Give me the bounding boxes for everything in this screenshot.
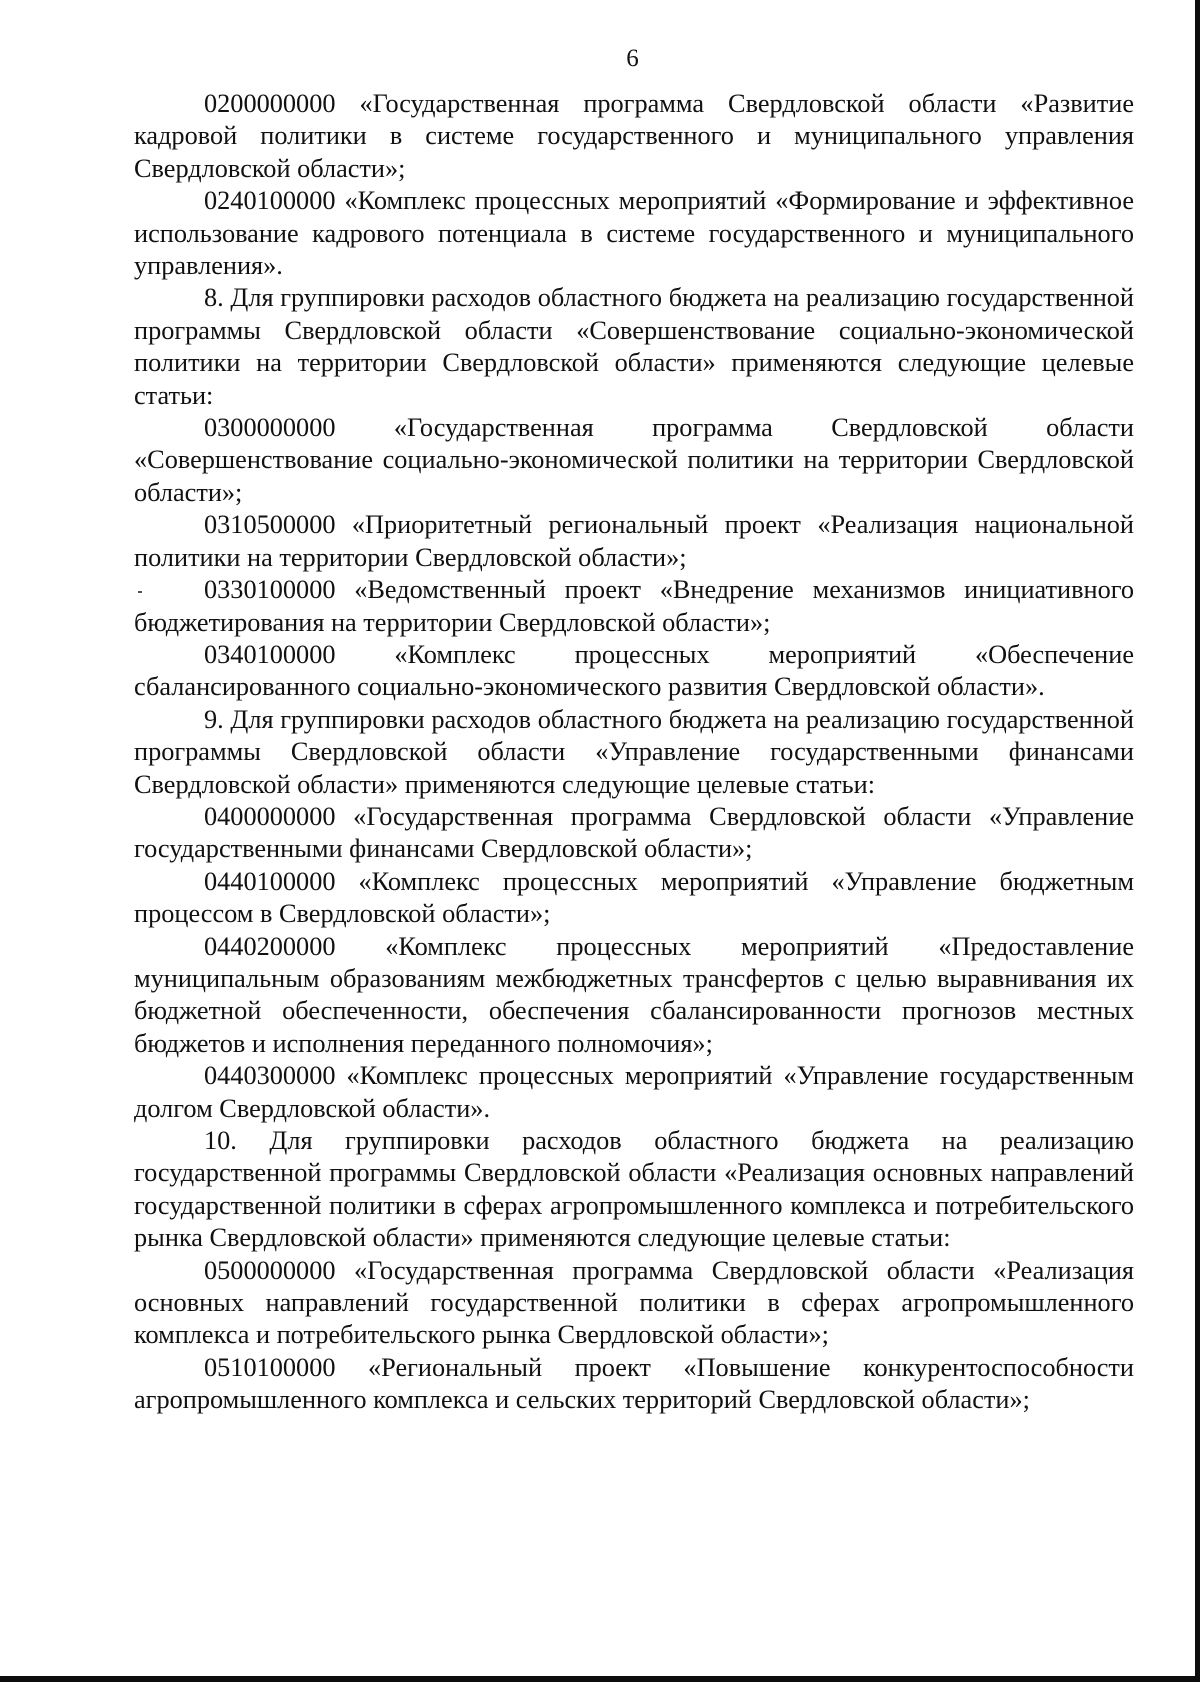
paragraph-code-0440200000: 0440200000 «Комплекс процессных мероприятий «Предоставление муниципальным образованиям межбюджетных трансфертов с целью выравнивания их бюджетной обеспеченности, обеспечения сбалансированности прогнозов местных бюджетов и исполнения переданного полномочия»; bbox=[134, 931, 1134, 1058]
paragraph-code-0500000000: 0500000000 «Государственная программа Свердловской области «Реализация основных направлений государственной политики в сферах агропромышленного комплекса и потребительского рынка Свердловской области»; bbox=[134, 1255, 1134, 1350]
paragraph-item-9: 9. Для группировки расходов областного бюджета на реализацию государственной программы Свердловской области «Управление государственными финансами Свердловской области» применяются следующие целевые статьи: bbox=[134, 704, 1134, 799]
paragraph-code-0330100000: 0330100000 «Ведомственный проект «Внедрение механизмов инициативного бюджетирования на территории Свердловской области»; bbox=[134, 575, 1134, 637]
paragraph-item-10: 10. Для группировки расходов областного бюджета на реализацию государственной программы Свердловской области «Реализация основных направлений государственной политики в сферах агропромышленного комплекса и потребительского рынка Свердловской области» применяются следующие целевые статьи: bbox=[134, 1126, 1134, 1253]
paragraph-code-0240100000: 0240100000 «Комплекс процессных мероприятий «Формирование и эффективное использование кадрового потенциала в системе государственного и муниципального управления». bbox=[134, 186, 1134, 281]
paragraph-code-0400000000: 0400000000 «Государственная программа Свердловской области «Управление государственными финансами Свердловской области»; bbox=[134, 801, 1134, 864]
paragraph-code-0200000000: 0200000000 «Государственная программа Свердловской области «Развитие кадровой политики в системе государственного и муниципального управления Свердловской области»; bbox=[134, 89, 1134, 183]
paragraph-code-0440100000: 0440100000 «Комплекс процессных мероприятий «Управление бюджетным процессом в Свердловской области»; bbox=[134, 866, 1134, 929]
paragraph-code-0310500000: 0310500000 «Приоритетный региональный проект «Реализация национальной политики на территории Свердловской области»; bbox=[134, 510, 1134, 572]
page-bottom-border bbox=[0, 1676, 1200, 1682]
paragraph-code-0440300000: 0440300000 «Комплекс процессных мероприятий «Управление государственным долгом Свердловской области». bbox=[134, 1061, 1134, 1123]
paragraph-code-0510100000: 0510100000 «Региональный проект «Повышение конкурентоспособности агропромышленного комплекса и сельских территорий Свердловской области»; bbox=[134, 1352, 1134, 1415]
paragraph-code-0340100000: 0340100000 «Комплекс процессных мероприятий «Обеспечение сбалансированного социально-экономического развития Свердловской области». bbox=[134, 639, 1134, 702]
paragraph-item-8: 8. Для группировки расходов областного бюджета на реализацию государственной программы Свердловской области «Совершенствование социально-экономической политики на территории Свердловской области» применяются следующие целевые статьи: bbox=[134, 283, 1134, 410]
page-number: 6 bbox=[626, 45, 639, 72]
paragraph-code-0300000000: 0300000000 «Государственная программа Свердловской области «Совершенствование социально-экономической политики на территории Свердловской области»; bbox=[134, 413, 1134, 507]
document-body bbox=[134, 88, 1134, 1417]
page-right-border bbox=[1195, 0, 1200, 1682]
